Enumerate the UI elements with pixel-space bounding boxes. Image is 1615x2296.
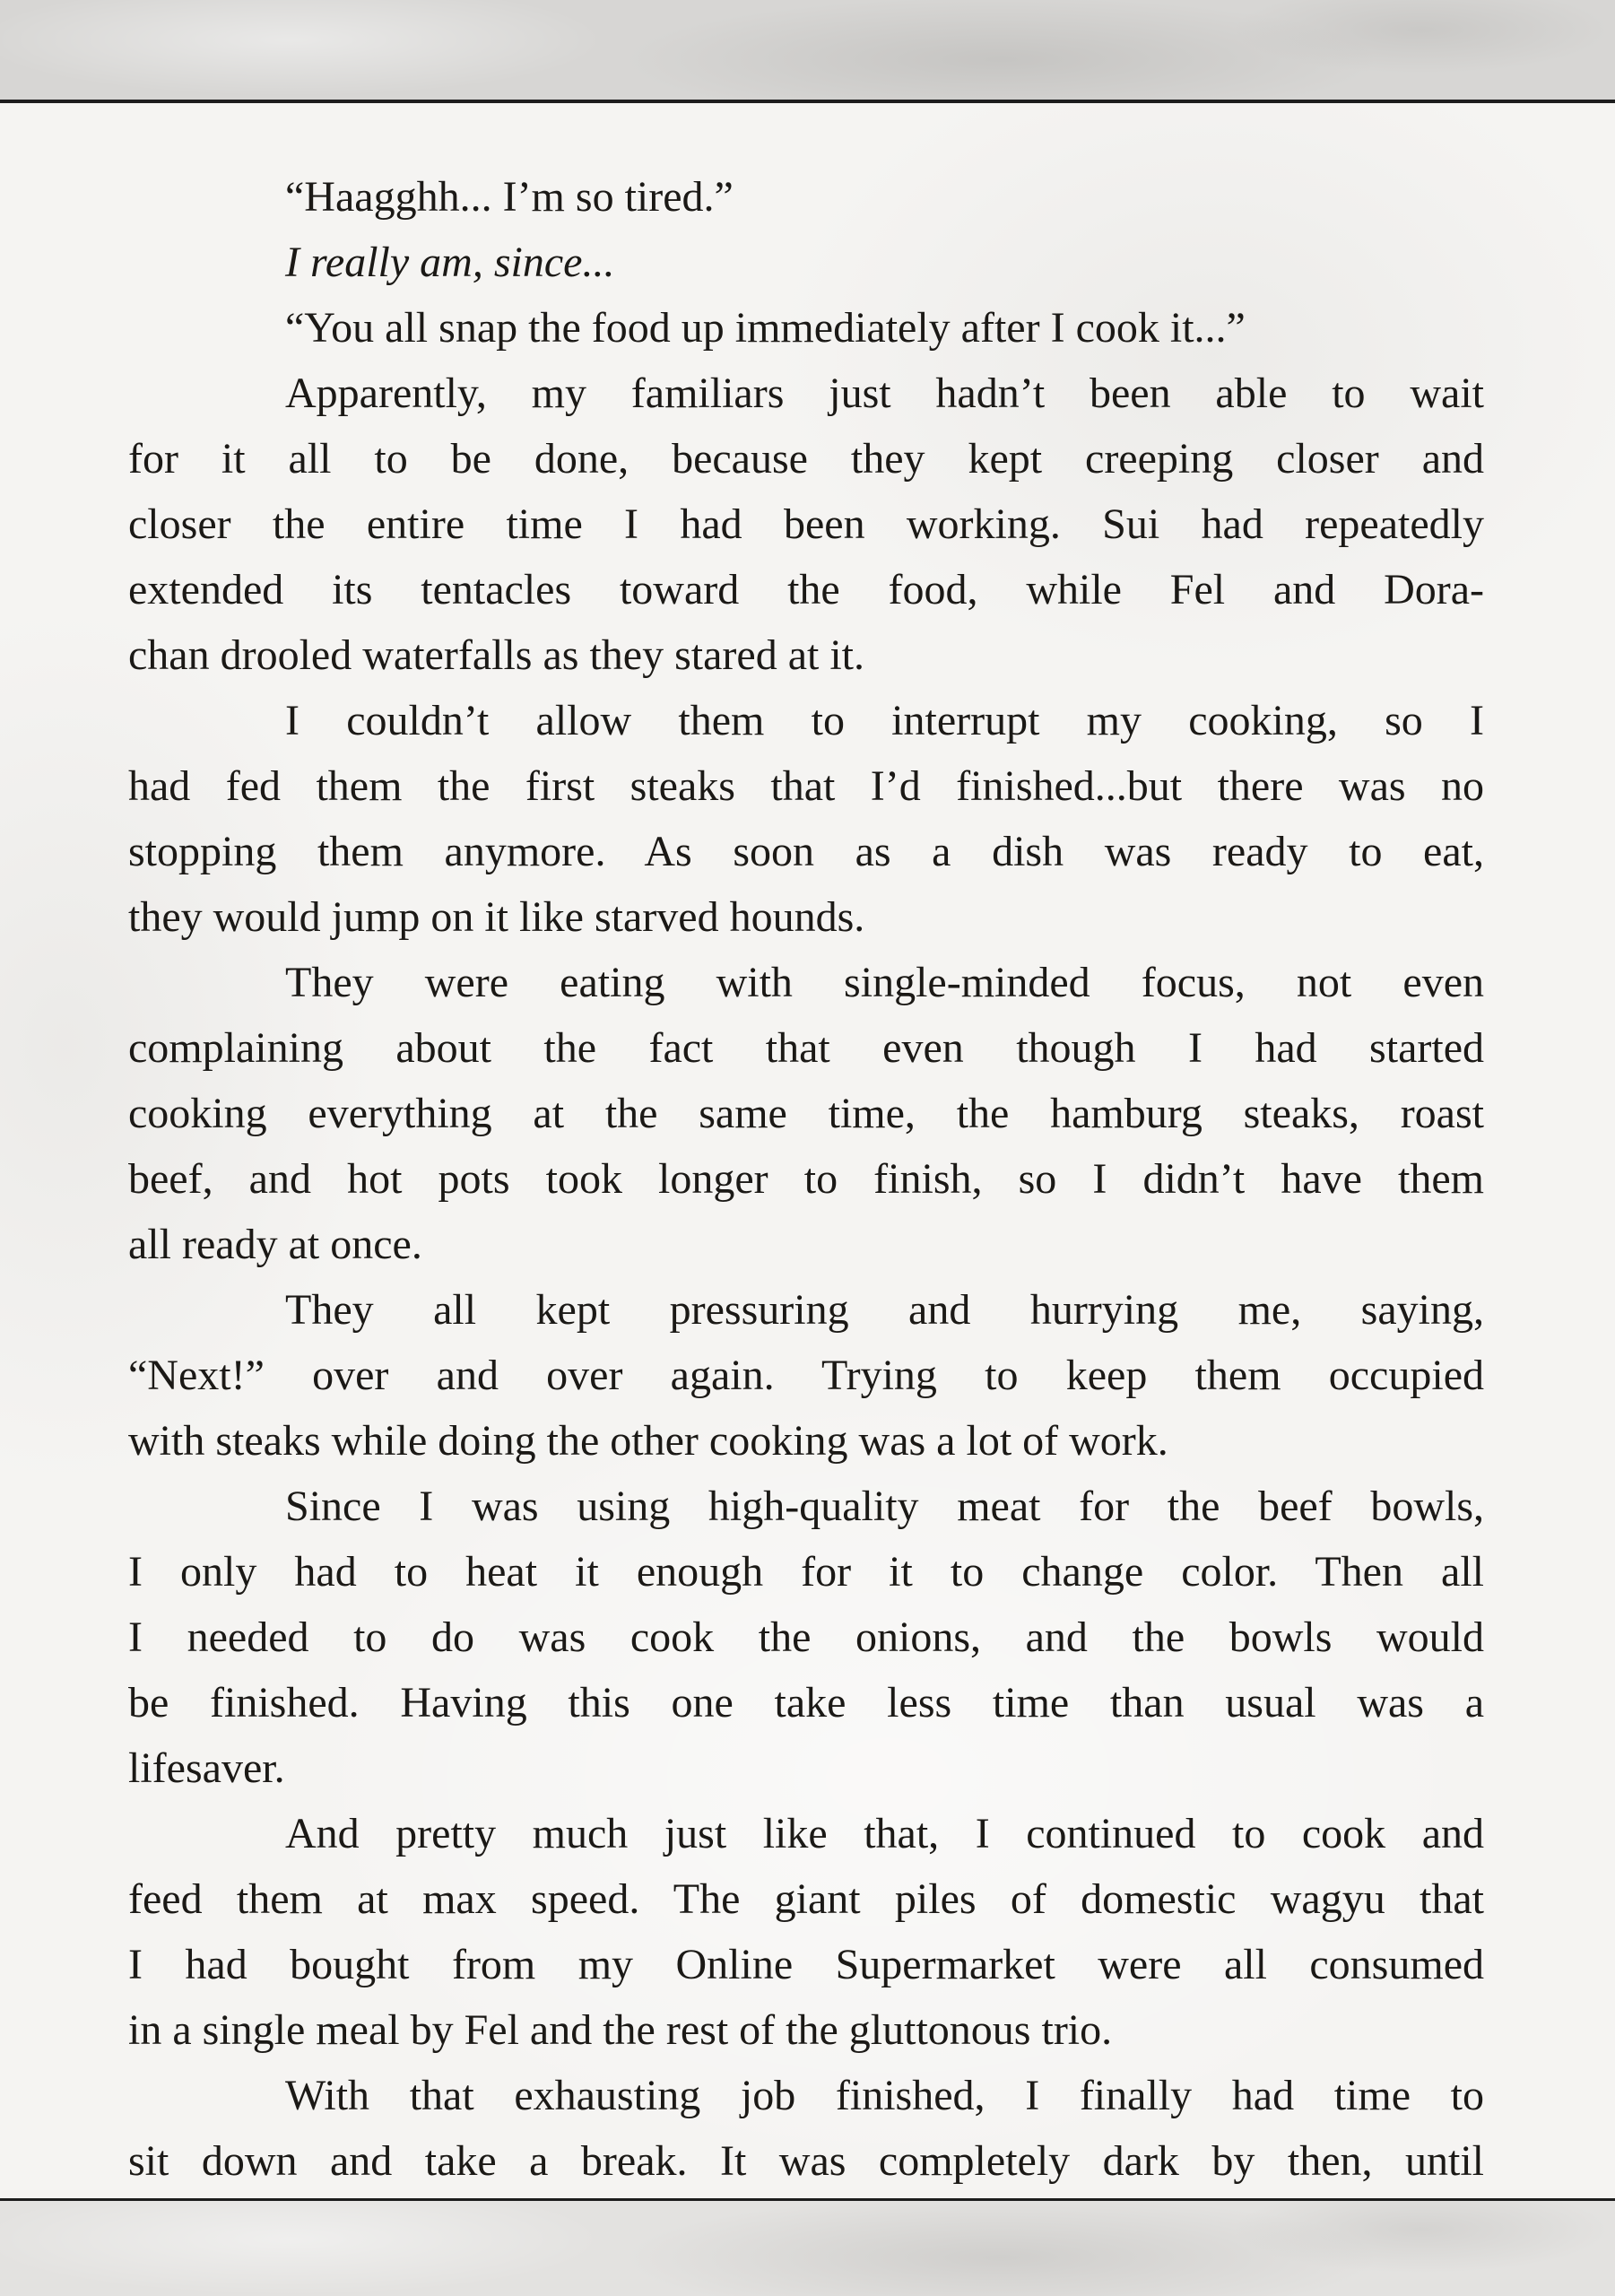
text-line: “Next!” over and over again. Trying to keep them occupied xyxy=(128,1352,1484,1399)
paragraph xyxy=(128,950,1484,1277)
paragraph xyxy=(128,1801,1484,2063)
page-top-margin xyxy=(0,0,1615,100)
paragraph xyxy=(128,1277,1484,1474)
paragraph xyxy=(128,295,1484,361)
text-line: they would jump on it like starved hounds. xyxy=(128,893,865,941)
paragraph xyxy=(128,2063,1484,2194)
paragraph xyxy=(128,688,1484,950)
text-line: feed them at max speed. The giant piles of domestic wagyu that xyxy=(128,1875,1484,1923)
paragraph xyxy=(128,230,1484,295)
text-line: Apparently, my familiars just hadn’t been able to wait xyxy=(285,370,1484,417)
paragraph xyxy=(128,1474,1484,1801)
paragraph xyxy=(128,164,1484,230)
text-line: They all kept pressuring and hurrying me, saying, xyxy=(285,1286,1484,1334)
text-line: With that exhausting job finished, I finally had time to xyxy=(285,2072,1484,2119)
text-line: closer the entire time I had been working. Sui had repeatedly xyxy=(128,500,1484,548)
text-line: lifesaver. xyxy=(128,1744,285,1792)
paragraph xyxy=(128,361,1484,688)
text-line: be finished. Having this one take less time than usual was a xyxy=(128,1679,1484,1726)
text-line: with steaks while doing the other cooking was a lot of work. xyxy=(128,1417,1168,1465)
text-line: in a single meal by Fel and the rest of the gluttonous trio. xyxy=(128,2006,1113,2054)
text-line: I couldn’t allow them to interrupt my cooking, so I xyxy=(285,697,1484,744)
text-line: for it all to be done, because they kept creeping closer and xyxy=(128,435,1484,483)
text-line: I really am, since... xyxy=(285,239,615,286)
page-text xyxy=(0,103,1615,2198)
text-line: stopping them anymore. As soon as a dish was ready to eat, xyxy=(128,828,1484,875)
text-line: They were eating with single-minded focus, not even xyxy=(285,959,1484,1006)
text-line: had fed them the first steaks that I’d finished...but there was no xyxy=(128,762,1484,810)
text-line: beef, and hot pots took longer to finish, so I didn’t have them xyxy=(128,1155,1484,1203)
page-bottom-margin xyxy=(0,2201,1615,2296)
text-line: chan drooled waterfalls as they stared at it. xyxy=(128,631,865,679)
text-line: extended its tentacles toward the food, while Fel and Dora- xyxy=(128,566,1484,613)
text-line: “Haagghh... I’m so tired.” xyxy=(285,173,734,221)
text-line: I needed to do was cook the onions, and the bowls would xyxy=(128,1613,1484,1661)
text-line: “You all snap the food up immediately after I cook it...” xyxy=(285,304,1246,352)
text-line: complaining about the fact that even though I had started xyxy=(128,1024,1484,1072)
text-line: I had bought from my Online Supermarket were all consumed xyxy=(128,1941,1484,1988)
text-line: sit down and take a break. It was completely dark by then, until xyxy=(128,2137,1484,2185)
text-line: I only had to heat it enough for it to change color. Then all xyxy=(128,1548,1484,1596)
text-line: cooking everything at the same time, the hamburg steaks, roast xyxy=(128,1090,1484,1137)
text-line: And pretty much just like that, I continued to cook and xyxy=(285,1810,1484,1857)
text-line: Since I was using high-quality meat for the beef bowls, xyxy=(285,1483,1484,1530)
text-line: all ready at once. xyxy=(128,1221,422,1268)
